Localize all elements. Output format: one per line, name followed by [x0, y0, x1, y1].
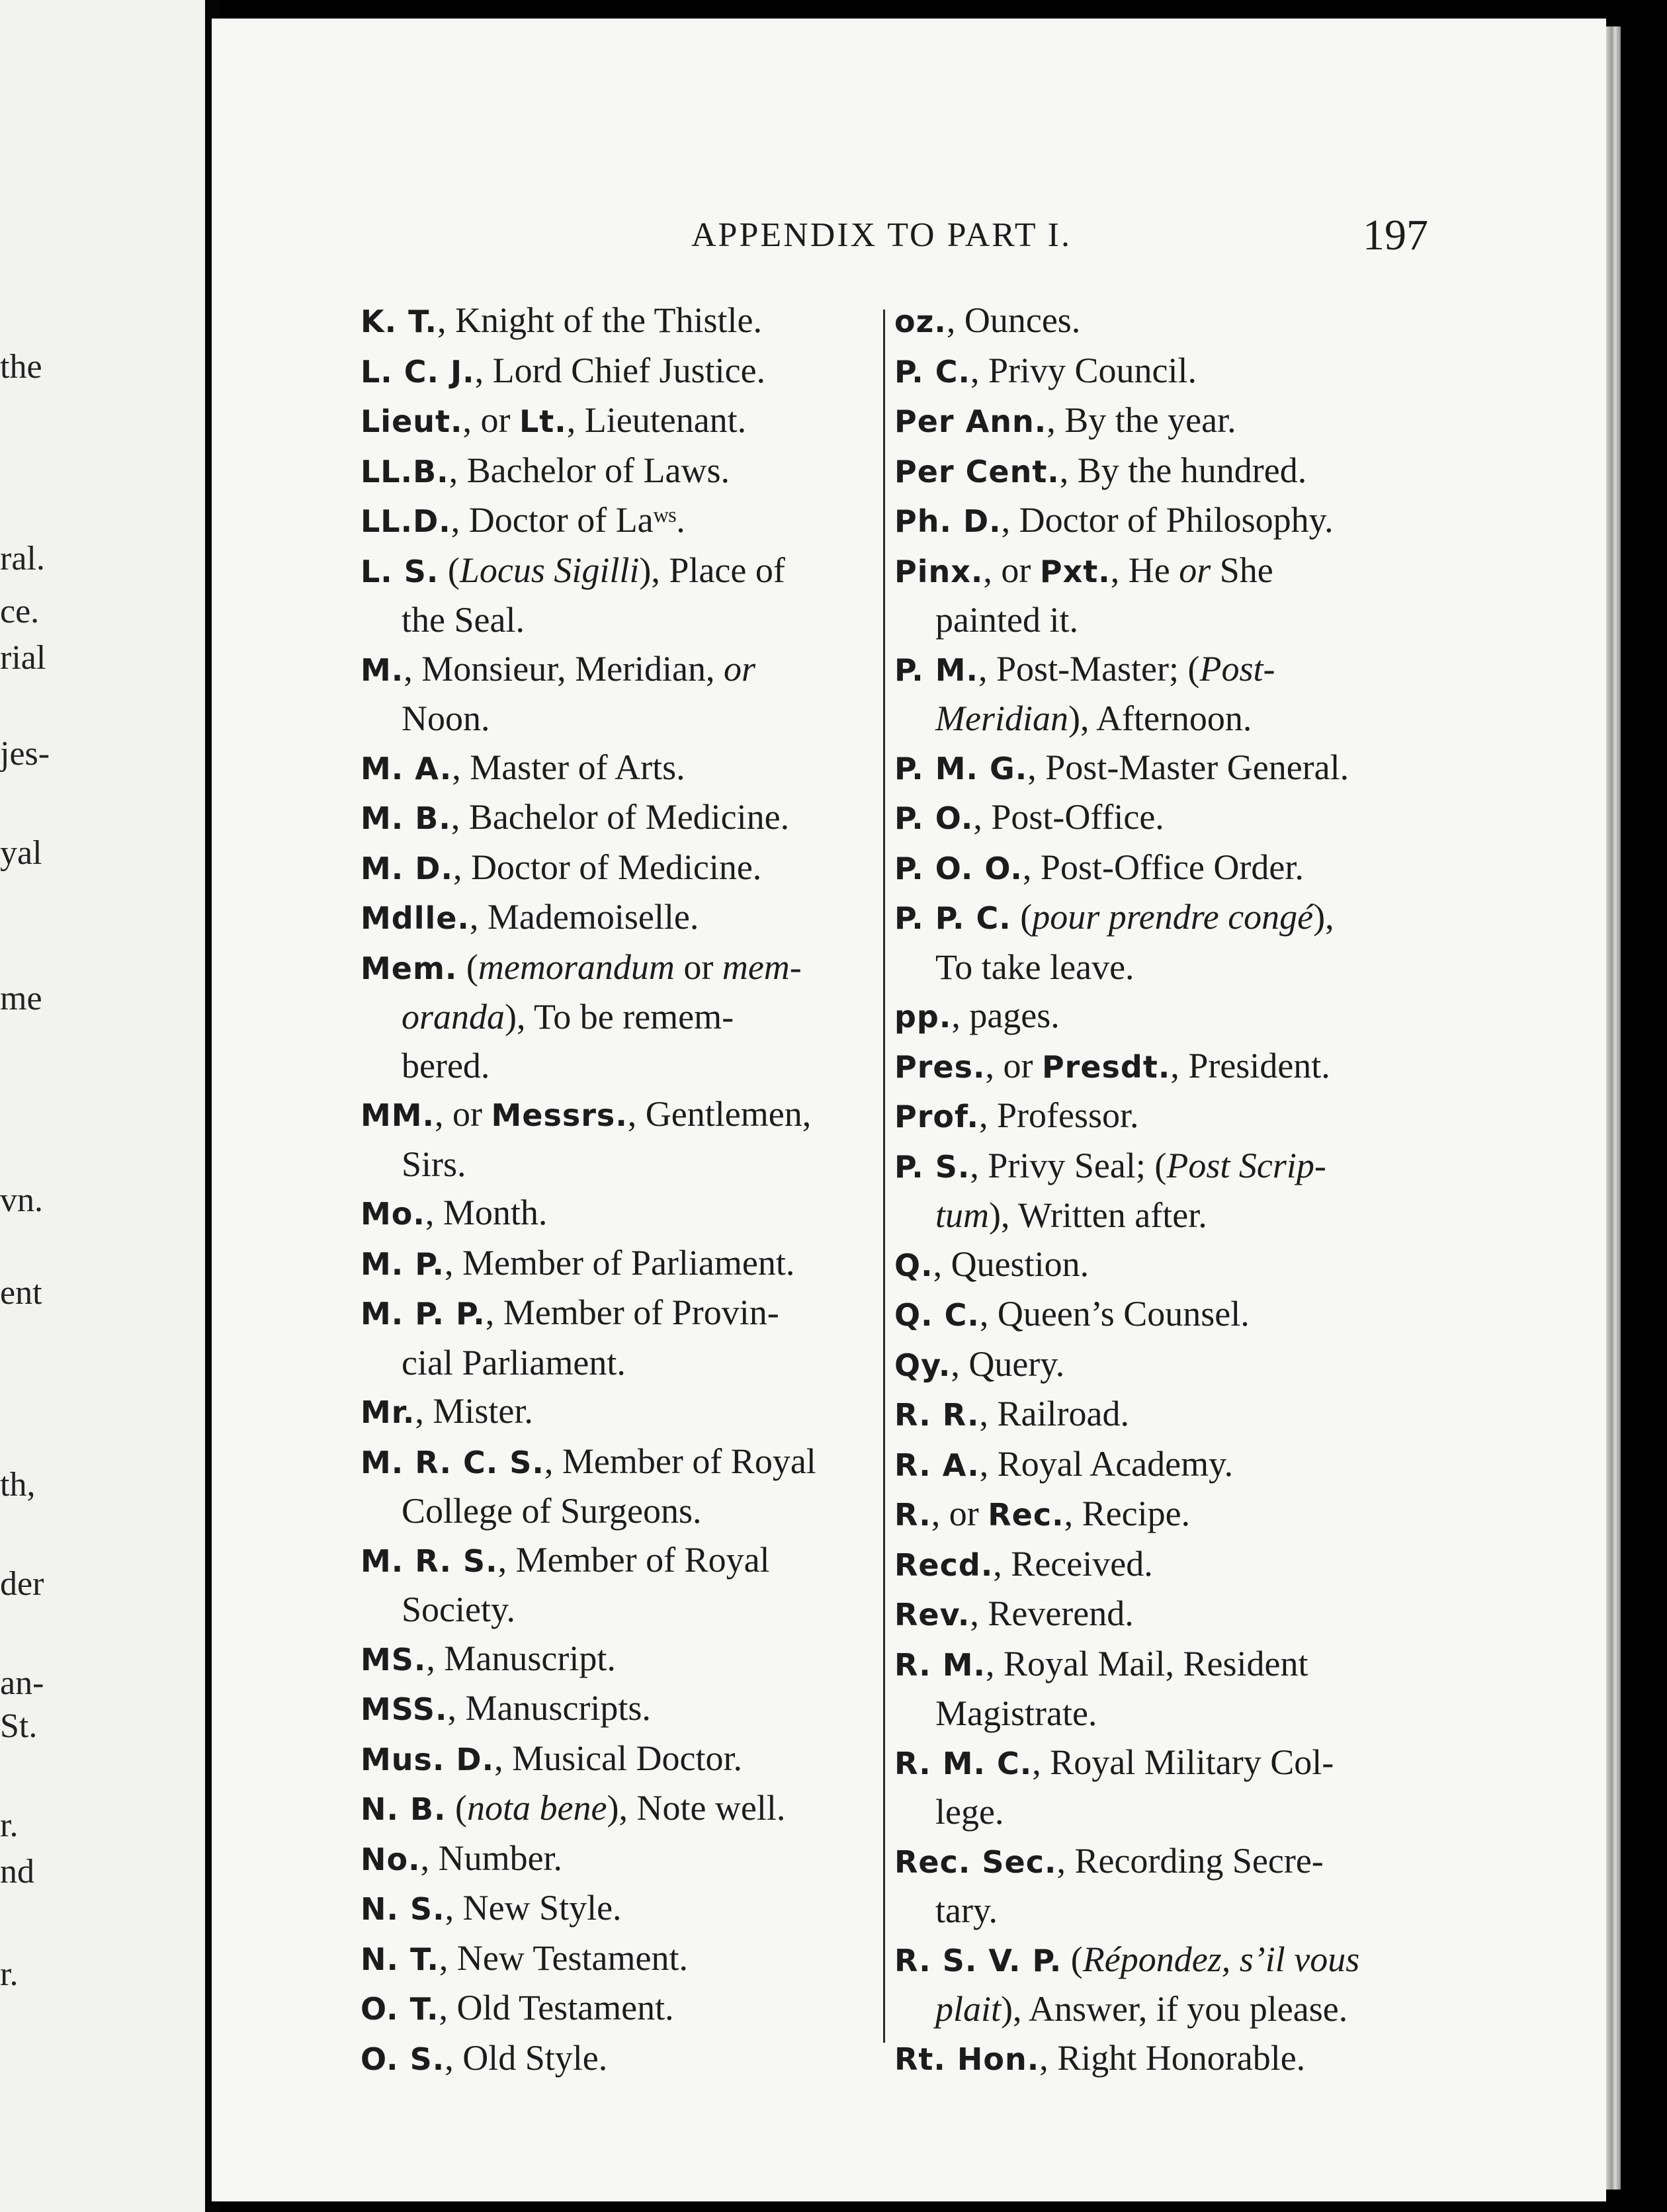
abbreviation-entry — [894, 893, 1635, 992]
page — [212, 19, 1606, 2201]
connector-text: , or — [985, 1045, 1042, 1085]
abbreviation-entry — [894, 1290, 1635, 1340]
abbreviation-entry — [894, 1540, 1635, 1590]
italic-term: Meridian — [935, 699, 1068, 738]
previous-page-fragment: rial — [0, 639, 46, 677]
connector-text: , or — [435, 1094, 492, 1134]
abbreviation-entry — [894, 744, 1635, 794]
definition: , Royal Academy. — [979, 1443, 1234, 1484]
continuation-text: Society. — [402, 1590, 515, 1629]
latin-term: memorandum — [478, 947, 675, 987]
definition: , Queen’s Counsel. — [979, 1294, 1250, 1334]
definition: , By the year. — [1047, 400, 1236, 440]
abbreviation: P. O. — [894, 800, 974, 836]
previous-page-fragment: r. — [0, 1807, 19, 1844]
definition: , pages. — [951, 996, 1060, 1035]
abbreviation: P. S. — [894, 1148, 970, 1185]
definition: , Post-Office. — [973, 797, 1164, 837]
definition: , Old Testament. — [439, 1988, 674, 2027]
abbreviation: M. A. — [361, 750, 452, 787]
definition: , Member of Royal — [544, 1441, 816, 1481]
abbreviation-alt: Lt. — [519, 404, 567, 439]
continuation-text: Noon. — [402, 699, 490, 738]
previous-page-fragment: jes- — [0, 735, 50, 773]
abbreviation: Q. C. — [894, 1297, 980, 1333]
definition: ), Place of — [639, 550, 785, 590]
abbreviation: Mus. D. — [361, 1741, 495, 1777]
abbreviation: Rev. — [894, 1597, 970, 1633]
definition: , Post-Office Order. — [1022, 847, 1304, 887]
previous-page-fragment: the — [0, 348, 42, 386]
definition: , Lieutenant. — [566, 400, 747, 440]
abbreviation: P. M. G. — [894, 750, 1028, 787]
abbreviation: M. D. — [361, 850, 453, 886]
definition: , Recording Secre- — [1056, 1840, 1324, 1881]
abbreviation-alt: Messrs. — [491, 1097, 628, 1133]
paren-open: ( — [457, 947, 478, 987]
abbreviation-entry — [894, 1440, 1635, 1490]
abbreviation-entry — [894, 992, 1635, 1042]
latin-term: nota bene — [467, 1788, 607, 1828]
abbreviation-entry — [894, 645, 1635, 744]
paren-open: ( — [1011, 897, 1033, 937]
definition: , Doctor of Medicine. — [452, 847, 762, 887]
abbreviation: K. T. — [361, 304, 438, 339]
definition: , Master of Arts. — [452, 747, 685, 787]
previous-page-fragment: nd — [0, 1853, 34, 1891]
definition: , Professor. — [978, 1095, 1139, 1135]
definition-continuation — [894, 1689, 1635, 1738]
abbreviation-entry — [894, 1340, 1635, 1390]
definition: , Gentlemen, — [627, 1094, 812, 1134]
abbreviation-entry — [894, 1042, 1635, 1092]
definition: , Mister. — [415, 1391, 533, 1431]
abbreviation: Recd. — [894, 1547, 994, 1583]
abbreviation-entry — [894, 496, 1635, 546]
abbreviation-entry — [894, 1142, 1635, 1240]
definition: , Question. — [933, 1244, 1090, 1284]
abbreviation: LL.B. — [361, 453, 449, 489]
abbreviation: M. — [361, 652, 404, 688]
italic-term: Post Scrip- — [1166, 1145, 1326, 1185]
abbreviation: Mdlle. — [361, 900, 470, 936]
definition: , New Testament. — [439, 1937, 688, 1978]
previous-page-fragment: yal — [0, 834, 42, 872]
abbreviation: Mo. — [361, 1196, 425, 1232]
definition-continuation — [894, 1191, 1635, 1240]
abbreviation: N. B. — [361, 1791, 447, 1827]
definition: , Right Honorable. — [1039, 2037, 1306, 2078]
abbreviation: M. B. — [361, 800, 451, 836]
abbreviation-entry — [894, 546, 1635, 645]
definition: , Query. — [951, 1343, 1065, 1384]
abbreviation-entry — [894, 396, 1635, 447]
page-edges — [1606, 26, 1621, 2190]
abbreviation-entry — [894, 1738, 1635, 1837]
italic-term: plait — [935, 1989, 1002, 2029]
connector-text: , or — [931, 1494, 988, 1533]
abbreviation: Qy. — [894, 1347, 951, 1383]
continuation-text: the Seal. — [402, 600, 525, 640]
definition: , New Style. — [445, 1888, 622, 1928]
abbreviation: R. M. C. — [894, 1745, 1033, 1781]
definition-continuation — [894, 943, 1635, 992]
previous-page-fragment: St. — [0, 1707, 38, 1745]
abbreviation: O. T. — [361, 1991, 439, 2027]
previous-page-fragment: ent — [0, 1274, 42, 1312]
definition: , Month. — [425, 1193, 548, 1232]
latin-term: pour prendre congé — [1032, 897, 1314, 937]
abbreviation: LL.D. — [361, 503, 451, 539]
italic-term: mem- — [722, 947, 802, 987]
definition: , Recipe. — [1064, 1494, 1191, 1533]
definition: , Bachelor of Laws. — [449, 450, 730, 490]
definition: , Mademoiselle. — [469, 897, 699, 937]
abbreviation: M. P. P. — [361, 1296, 486, 1332]
definition: , Member of Royal — [497, 1539, 770, 1580]
continuation-text: College of Surgeons. — [402, 1491, 702, 1531]
abbreviation: MS. — [361, 1641, 427, 1678]
abbreviation: Rec. Sec. — [894, 1844, 1057, 1880]
italic-term: or — [724, 648, 756, 689]
previous-page-fragment: der — [0, 1565, 44, 1603]
abbreviation: Ph. D. — [894, 503, 1002, 539]
abbreviation: No. — [361, 1841, 421, 1877]
abbreviation-alt: Pxt. — [1039, 553, 1111, 589]
definition: , Doctor of Laʷˢ. — [450, 500, 685, 540]
definition: , Knight of the Thistle. — [437, 300, 762, 340]
definition: , Monsieur, Meridian, — [404, 648, 724, 689]
abbreviation-entry — [894, 347, 1635, 397]
definition: , Manuscript. — [426, 1638, 616, 1678]
definition: , Ounces. — [946, 300, 1081, 340]
abbreviation: oz. — [894, 304, 947, 339]
abbreviation-entry — [894, 1640, 1635, 1738]
definition-continuation — [894, 596, 1635, 645]
continuation-text: ), Answer, if you please. — [1001, 1989, 1348, 2029]
definition: ), Note well. — [607, 1788, 786, 1828]
definition: , By the hundred. — [1059, 450, 1307, 490]
abbreviation: Per Ann. — [894, 404, 1047, 439]
latin-term: Locus Sigilli — [459, 550, 640, 590]
continuation-text: painted it. — [935, 600, 1078, 640]
abbreviation-entry — [894, 1390, 1635, 1440]
definition: , Reverend. — [970, 1594, 1134, 1633]
abbreviation: Pinx. — [894, 553, 984, 589]
definition: , Manuscripts. — [447, 1688, 651, 1728]
abbreviation: O. S. — [361, 2041, 445, 2077]
previous-page-fragment: ral. — [0, 540, 45, 577]
definition-continuation-2: bered. — [402, 1045, 490, 1085]
connector-text: , or — [983, 550, 1040, 590]
abbreviation: M. R. C. S. — [361, 1444, 544, 1480]
abbreviation: P. M. — [894, 652, 979, 688]
continuation-text: Sirs. — [402, 1144, 466, 1184]
continuation-text: tary. — [935, 1891, 998, 1930]
right-column — [894, 296, 1635, 2084]
previous-page-text — [0, 0, 205, 2212]
paren-open: ( — [439, 550, 460, 590]
abbreviation-entry — [894, 1091, 1635, 1142]
abbreviation: Per Cent. — [894, 453, 1060, 489]
definition: , Royal Mail, Resident — [986, 1643, 1308, 1683]
definition: ), — [1313, 897, 1334, 937]
definition-tail: She — [1211, 550, 1273, 590]
definition: , Bachelor of Medicine. — [450, 797, 790, 837]
definition: , Post-Master; ( — [978, 648, 1200, 689]
abbreviation-entry — [894, 1936, 1635, 2034]
previous-page-fragment: th, — [0, 1466, 36, 1504]
definition: , President. — [1170, 1045, 1330, 1085]
definition-continuation — [894, 1985, 1635, 2034]
abbreviation-entry — [894, 1240, 1635, 1291]
abbreviation: R. — [894, 1497, 931, 1533]
definition-continuation — [894, 695, 1635, 744]
continuation-text: lege. — [935, 1792, 1004, 1832]
previous-page-fragment: me — [0, 980, 42, 1017]
definition: , Post-Master General. — [1027, 747, 1349, 787]
abbreviation-entry — [894, 843, 1635, 894]
definition: , Member of Parliament. — [445, 1242, 795, 1283]
abbreviation: N. T. — [361, 1941, 439, 1977]
definition: , Number. — [420, 1838, 563, 1878]
definition: , Doctor of Philosophy. — [1001, 500, 1334, 540]
abbreviation: MSS. — [361, 1691, 448, 1727]
abbreviation: pp. — [894, 999, 952, 1035]
definition: , Privy Seal; ( — [970, 1145, 1167, 1185]
continuation-text: ), Afternoon. — [1068, 699, 1252, 738]
page-header — [212, 210, 1606, 263]
running-head: APPENDIX TO PART I. — [691, 216, 1072, 254]
abbreviation: Mem. — [361, 950, 458, 986]
abbreviation: M. R. S. — [361, 1543, 498, 1579]
abbreviation-entry — [894, 447, 1635, 497]
definition: , Musical Doctor. — [494, 1738, 743, 1778]
continuation-text: To take leave. — [935, 947, 1134, 987]
abbreviation-entry — [894, 1490, 1635, 1540]
abbreviation: Pres. — [894, 1048, 986, 1085]
previous-page-fragment: ce. — [0, 593, 40, 630]
abbreviation-entry — [894, 793, 1635, 843]
abbreviation: MM. — [361, 1097, 435, 1133]
page-number: 197 — [1363, 211, 1428, 259]
definition: , Member of Provin- — [485, 1293, 779, 1332]
previous-page-fragment: vn. — [0, 1181, 43, 1219]
connector-text: , or — [462, 400, 519, 440]
latin-term: Répondez, s’il vous — [1082, 1939, 1360, 1979]
paren-open: ( — [1062, 1939, 1083, 1979]
abbreviation-entry — [894, 1837, 1635, 1936]
abbreviation-alt: Presdt. — [1041, 1048, 1171, 1085]
abbreviation: L. C. J. — [361, 353, 475, 390]
abbreviation: Q. — [894, 1247, 933, 1283]
definition: or — [674, 947, 722, 987]
definition-continuation — [894, 1788, 1635, 1837]
italic-term: Post- — [1199, 648, 1275, 689]
abbreviation: R. S. V. P. — [894, 1942, 1062, 1978]
italic-term: tum — [935, 1195, 989, 1235]
abbreviation: R. A. — [894, 1447, 980, 1483]
italic-term: oranda — [402, 997, 505, 1037]
abbreviation-entry — [894, 2034, 1635, 2084]
definition-continuation — [894, 1887, 1635, 1936]
abbreviation: N. S. — [361, 1891, 445, 1927]
definition: , Received. — [993, 1543, 1153, 1584]
continuation-text: ), Written after. — [989, 1195, 1207, 1235]
abbreviation: P. C. — [894, 353, 970, 390]
previous-page — [0, 0, 205, 2212]
abbreviation: P. P. C. — [894, 900, 1011, 936]
abbreviation: Mr. — [361, 1394, 415, 1430]
continuation-text: Magistrate. — [935, 1693, 1097, 1733]
definition: , Privy Council. — [970, 350, 1197, 390]
abbreviation-alt: Rec. — [988, 1497, 1064, 1533]
continuation-text: cial Parliament. — [402, 1342, 626, 1382]
definition: , Old Style. — [445, 2037, 608, 2078]
italic-term: or — [1179, 550, 1211, 590]
paren-open: ( — [446, 1788, 468, 1828]
definition: , Royal Military Col- — [1032, 1742, 1334, 1782]
abbreviation: Prof. — [894, 1099, 979, 1134]
abbreviation: M. P. — [361, 1246, 445, 1282]
abbreviation: Rt. Hon. — [894, 2041, 1040, 2077]
abbreviation: Lieut. — [361, 404, 463, 439]
abbreviation-entry — [894, 1590, 1635, 1640]
previous-page-fragment: an- — [0, 1664, 44, 1702]
abbreviation-entry — [894, 296, 1635, 347]
abbreviation: L. S. — [361, 553, 439, 589]
abbreviation: P. O. O. — [894, 850, 1023, 886]
abbreviation: R. R. — [894, 1397, 980, 1433]
previous-page-fragment: r. — [0, 1955, 19, 1993]
definition: , Railroad. — [979, 1394, 1129, 1433]
abbreviation: R. M. — [894, 1646, 986, 1683]
definition: , Lord Chief Justice. — [474, 350, 766, 390]
continuation-text: ), To be remem- — [505, 997, 734, 1037]
definition: , He — [1110, 550, 1179, 590]
